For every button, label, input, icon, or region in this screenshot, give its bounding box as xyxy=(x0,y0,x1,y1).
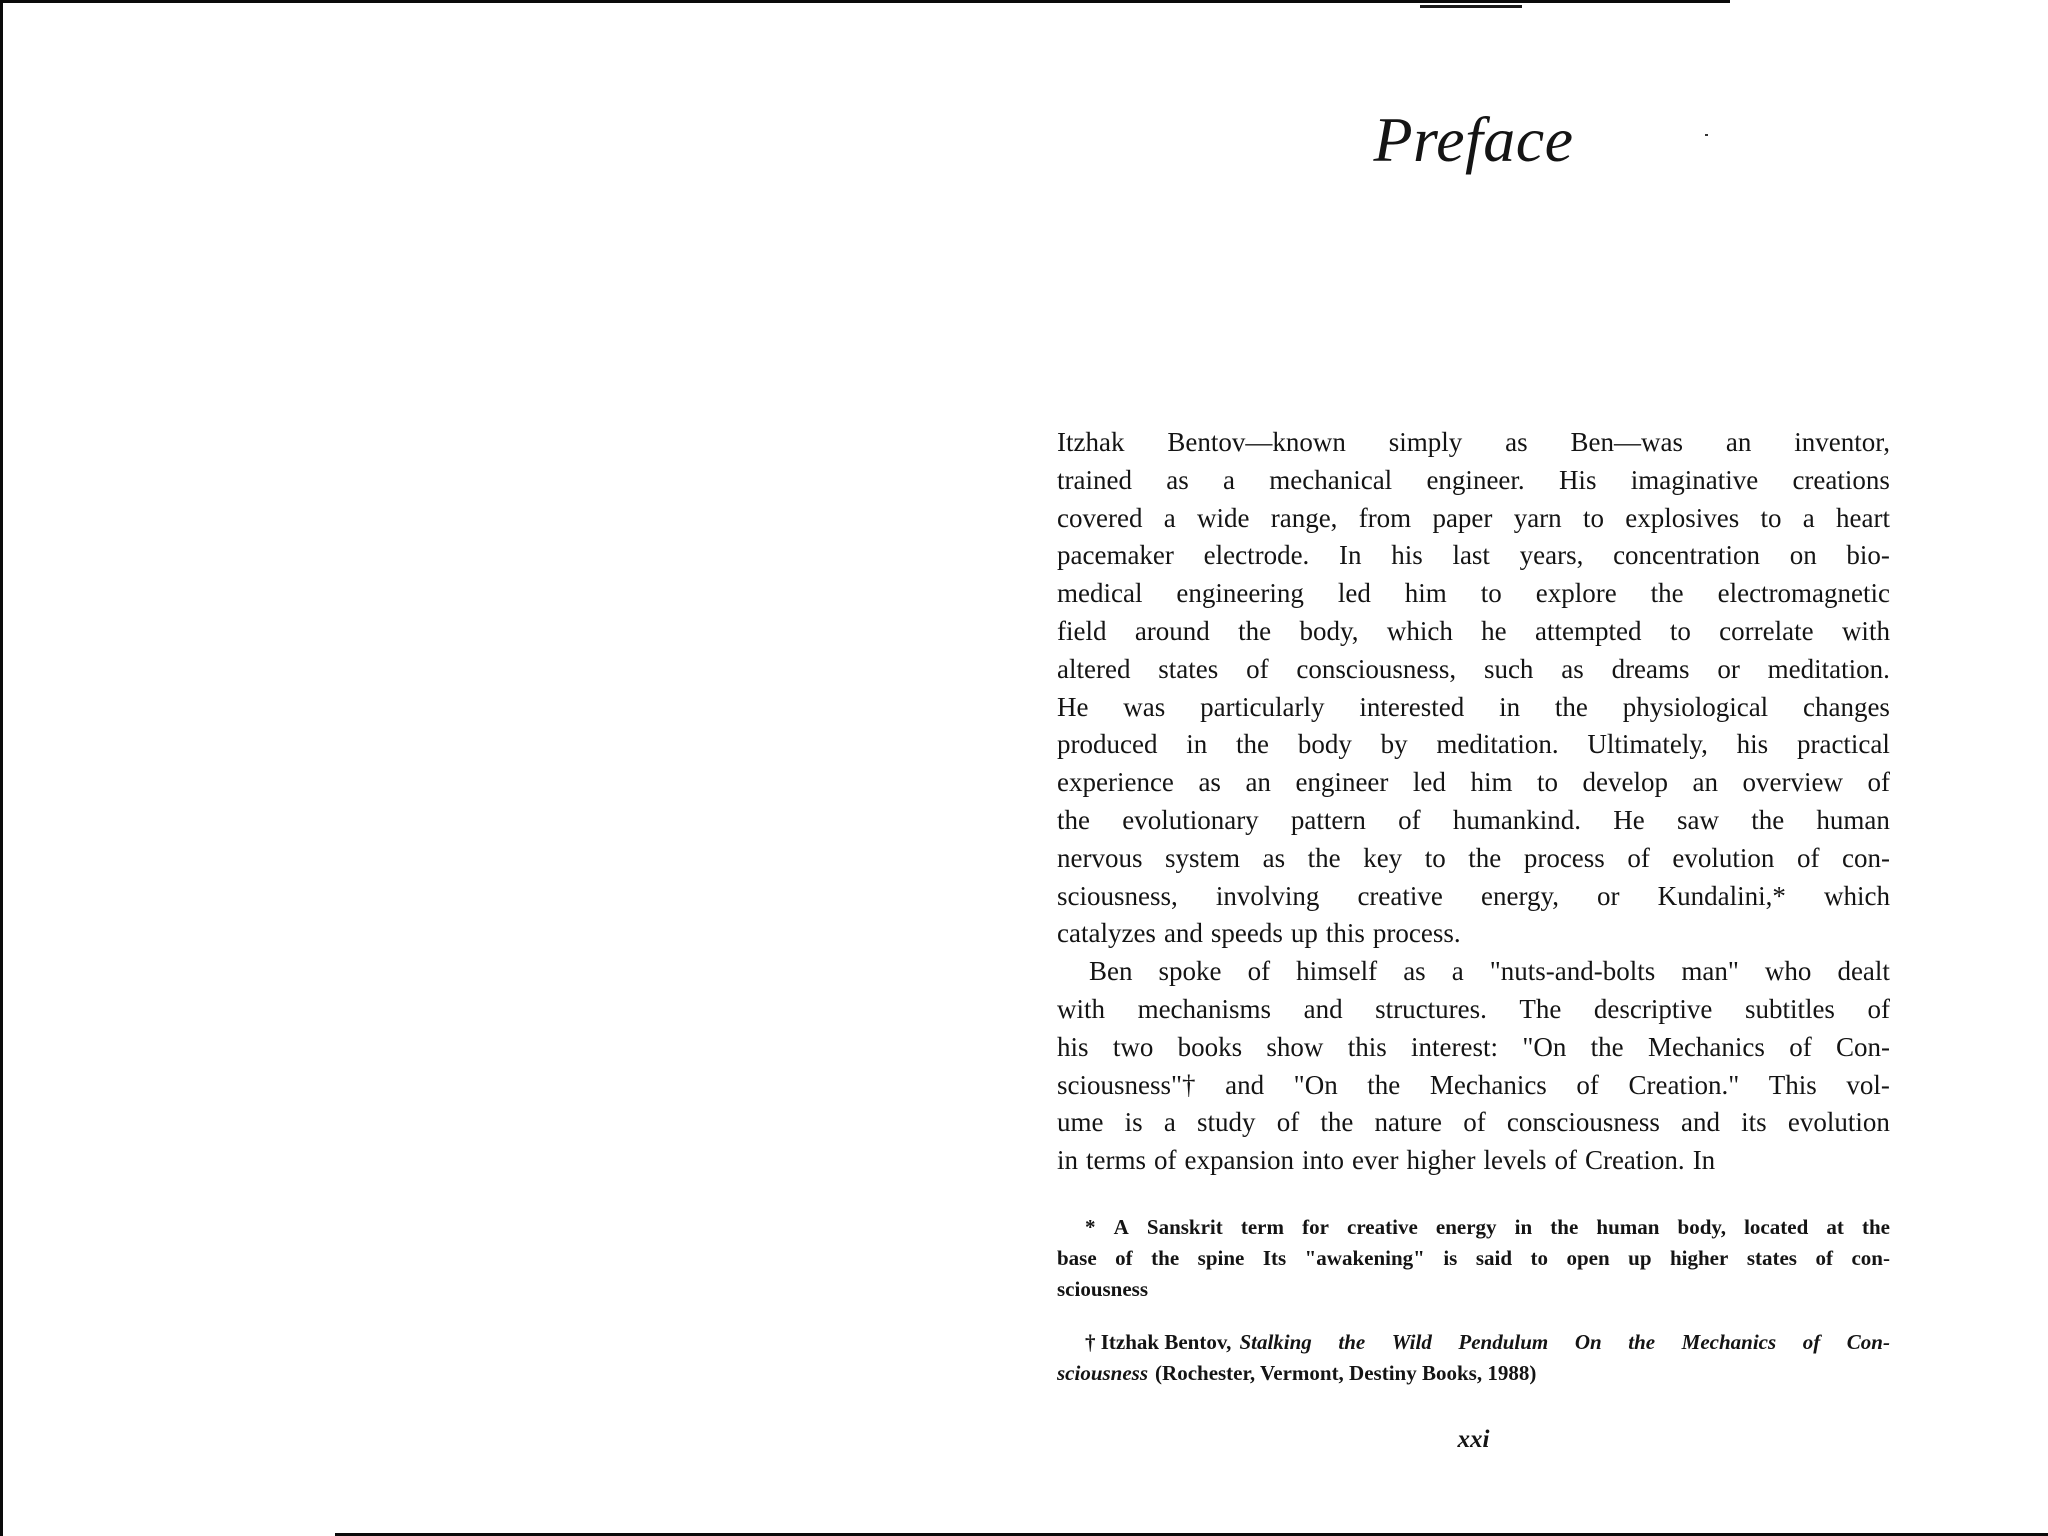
text-line: nervous system as the key to the process of evolution of con- xyxy=(1057,842,1890,873)
page-number: xxi xyxy=(1457,1426,1490,1453)
footnote-book-title-cont: sciousness xyxy=(1057,1361,1149,1385)
text-line: produced in the body by meditation. Ultimately, his practical xyxy=(1057,729,1890,760)
footnote-publisher: (Rochester, Vermont, Destiny Books, 1988) xyxy=(1155,1361,1537,1385)
scan-border-left xyxy=(0,0,3,1536)
footnote-line: base of the spine Its "awakening" is said to open up higher states of con- xyxy=(1057,1246,1890,1270)
chapter-title: Preface xyxy=(1373,104,1574,175)
text-line: sciousness, involving creative energy, or Kundalini,* which xyxy=(1057,880,1890,911)
text-line: sciousness"† and "On the Mechanics of Creation." This vol- xyxy=(1057,1069,1890,1100)
footnote-line xyxy=(1057,1358,1890,1389)
footnote-bentov-book xyxy=(1057,1327,1890,1389)
footnote-word: † Itzhak Bentov, xyxy=(1085,1330,1232,1354)
text-line: experience as an engineer led him to develop an overview of xyxy=(1057,767,1890,798)
book-page xyxy=(1057,0,1890,1536)
text-line: pacemaker electrode. In his last years, concentration on bio- xyxy=(1057,540,1890,571)
text-line: Ben spoke of himself as a "nuts-and-bolts man" who dealt xyxy=(1089,956,1890,987)
text-line: catalyzes and speeds up this process. xyxy=(1057,918,1461,949)
text-line: He was particularly interested in the physiological changes xyxy=(1057,691,1890,722)
paragraph-1 xyxy=(1057,424,1890,953)
text-line: covered a wide range, from paper yarn to explosives to a heart xyxy=(1057,502,1890,533)
text-line: Itzhak Bentov—known simply as Ben—was an inventor, xyxy=(1057,427,1890,457)
footnote-book-title: Stalking the Wild Pendulum On the Mechanics of Con- xyxy=(1239,1330,1890,1354)
text-line: altered states of consciousness, such as dreams or meditation. xyxy=(1057,653,1890,684)
footnote-line xyxy=(1057,1327,1890,1358)
text-line: in terms of expansion into ever higher levels of Creation. In xyxy=(1057,1145,1716,1176)
text-line: field around the body, which he attempted to correlate with xyxy=(1057,615,1890,646)
body-text xyxy=(1057,424,1890,1180)
footnote-kundalini xyxy=(1057,1212,1890,1305)
text-line: trained as a mechanical engineer. His imaginative creations xyxy=(1057,464,1890,495)
text-line: ume is a study of the nature of consciousness and its evolution xyxy=(1057,1107,1890,1138)
paragraph-2 xyxy=(1057,953,1890,1180)
footnote-line: * A Sanskrit term for creative energy in the human body, located at the xyxy=(1085,1215,1890,1239)
footnotes xyxy=(1057,1212,1890,1389)
text-line: with mechanisms and structures. The descriptive subtitles of xyxy=(1057,993,1890,1024)
text-line: the evolutionary pattern of humankind. He saw the human xyxy=(1057,804,1890,835)
text-line: medical engineering led him to explore the electromagnetic xyxy=(1057,578,1890,609)
footnote-line: sciousness xyxy=(1057,1277,1149,1301)
text-line: his two books show this interest: "On the Mechanics of Con- xyxy=(1057,1031,1890,1062)
